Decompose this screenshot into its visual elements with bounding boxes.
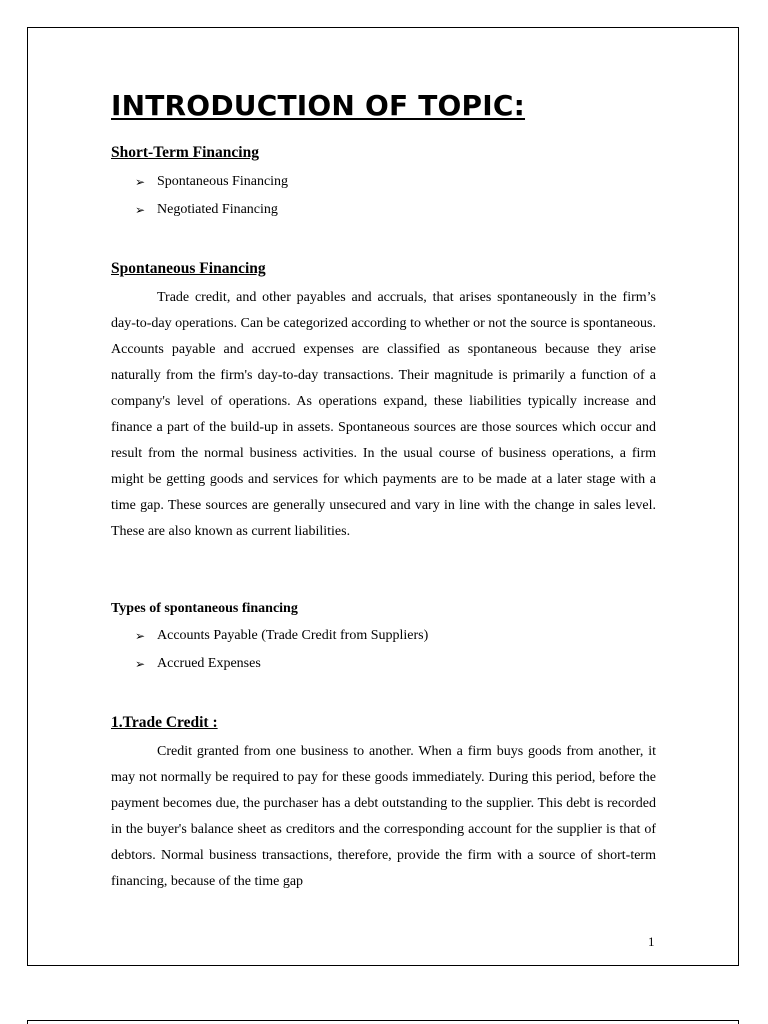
bullet-text: Accrued Expenses — [157, 656, 261, 671]
types-of-spontaneous-financing-heading: Types of spontaneous financing — [111, 601, 298, 616]
document-page — [27, 27, 739, 966]
arrow-bullet-icon: ➢ — [135, 629, 146, 643]
arrow-bullet-icon: ➢ — [135, 203, 146, 217]
bullet-spontaneous-financing — [135, 174, 288, 190]
next-page-edge — [27, 1020, 739, 1024]
spontaneous-financing-heading: Spontaneous Financing — [111, 260, 266, 277]
document-title: INTRODUCTION OF TOPIC: — [111, 89, 526, 122]
page-number: 1 — [648, 934, 655, 949]
trade-credit-paragraph: Credit granted from one business to another. When a firm buys goods from another, it may not normally be required to pay for these goods immediately. During this period, before the payment becomes due, the purchaser has a debt outstanding to the supplier. This debt is recorded in the buyer's balance sheet as creditors and the corresponding account for the supplier is that of debtors. Normal business transactions, therefore, provide the firm with a source of short-term financing, because of the time gap — [111, 744, 656, 889]
bullet-text: Spontaneous Financing — [157, 174, 289, 189]
arrow-bullet-icon: ➢ — [135, 657, 146, 671]
bullet-accounts-payable — [135, 628, 428, 644]
bullet-text: Negotiated Financing — [157, 202, 278, 217]
spontaneous-financing-paragraph: Trade credit, and other payables and accruals, that arises spontaneously in the firm’s day-to-day operations. Can be categorized according to whether or not the source is spontaneous. Accounts payable and accrued expenses are classified as spontaneous because they arise naturally from the firm's day-to-day transactions. Their magnitude is primarily a function of a company's level of operations. As operations expand, these liabilities typically increase and finance a part of the build-up in assets. Spontaneous sources are those sources which occur and result from the normal business activities. In the usual course of business operations, a firm might be getting goods and services for which payments are to be made at a later stage with a time gap. These sources are generally unsecured and vary in line with the change in sales level. These are also known as current liabilities. — [111, 290, 656, 539]
bullet-accrued-expenses — [135, 656, 261, 672]
trade-credit-heading: 1.Trade Credit : — [111, 714, 218, 731]
bullet-text: Accounts Payable (Trade Credit from Suppliers) — [157, 628, 429, 643]
bullet-negotiated-financing — [135, 202, 278, 218]
short-term-financing-heading: Short-Term Financing — [111, 144, 259, 161]
arrow-bullet-icon: ➢ — [135, 175, 146, 189]
